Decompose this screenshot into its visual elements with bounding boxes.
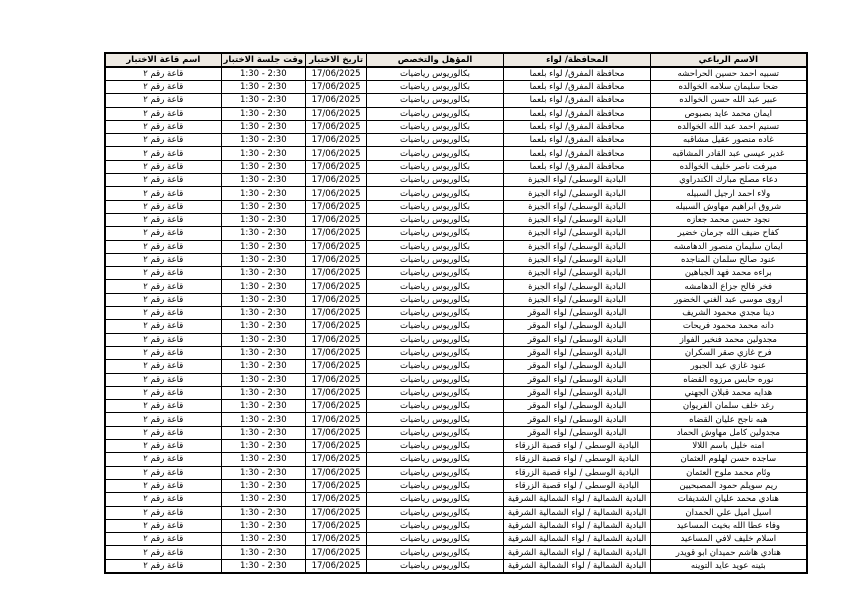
cell-region: البادية الوسطى/ لواء الجيزة <box>504 174 651 187</box>
cell-region: البادية الوسطى/ لواء الجيزة <box>504 280 651 293</box>
cell-region: البادية الوسطى/ لواء الموقر <box>504 307 651 320</box>
cell-date: 17/06/2025 <box>306 360 367 373</box>
cell-time: 1:30 - 2:30 <box>221 147 306 160</box>
cell-time: 1:30 - 2:30 <box>221 506 306 519</box>
cell-hall: قاعة رقم ٢ <box>105 67 221 81</box>
cell-qualification: بكالوريوس رياضيات <box>367 280 504 293</box>
header-cell-hall: اسم قاعة الاختبار <box>105 53 221 67</box>
cell-hall: قاعة رقم ٢ <box>105 466 221 479</box>
cell-region: البادية الوسطى / لواء قصبة الزرقاء <box>504 479 651 492</box>
cell-region: البادية الوسطى / لواء قصبة الزرقاء <box>504 466 651 479</box>
cell-name: ميرفت ناصر خليف الخوالده <box>651 160 807 173</box>
cell-name: دينا مجدي محمود الشريف <box>651 307 807 320</box>
cell-date: 17/06/2025 <box>306 440 367 453</box>
cell-region: البادية الوسطى/ لواء الجيزة <box>504 200 651 213</box>
cell-qualification: بكالوريوس رياضيات <box>367 107 504 120</box>
cell-date: 17/06/2025 <box>306 493 367 506</box>
cell-hall: قاعة رقم ٢ <box>105 120 221 133</box>
cell-name: نجود حسن محمد جعازه <box>651 213 807 226</box>
cell-qualification: بكالوريوس رياضيات <box>367 134 504 147</box>
cell-hall: قاعة رقم ٢ <box>105 506 221 519</box>
cell-date: 17/06/2025 <box>306 426 367 439</box>
cell-hall: قاعة رقم ٢ <box>105 307 221 320</box>
cell-date: 17/06/2025 <box>306 200 367 213</box>
cell-qualification: بكالوريوس رياضيات <box>367 559 504 573</box>
table-row <box>105 227 807 240</box>
table-row <box>105 440 807 453</box>
cell-region: البادية الوسطى/ لواء الموقر <box>504 346 651 359</box>
cell-name: دانه محمد محمود فريحات <box>651 320 807 333</box>
cell-qualification: بكالوريوس رياضيات <box>367 479 504 492</box>
cell-qualification: بكالوريوس رياضيات <box>367 160 504 173</box>
cell-name: وئام محمد ملوح العثمان <box>651 466 807 479</box>
cell-region: البادية الوسطى/ لواء الجيزة <box>504 267 651 280</box>
cell-time: 1:30 - 2:30 <box>221 453 306 466</box>
cell-qualification: بكالوريوس رياضيات <box>367 493 504 506</box>
cell-time: 1:30 - 2:30 <box>221 200 306 213</box>
table-row <box>105 240 807 253</box>
cell-hall: قاعة رقم ٢ <box>105 147 221 160</box>
cell-region: البادية الوسطى/ لواء الموقر <box>504 413 651 426</box>
cell-region: محافظة المفرق/ لواء بلعما <box>504 81 651 94</box>
table-row <box>105 413 807 426</box>
cell-date: 17/06/2025 <box>306 506 367 519</box>
cell-date: 17/06/2025 <box>306 519 367 532</box>
table-row <box>105 493 807 506</box>
cell-qualification: بكالوريوس رياضيات <box>367 240 504 253</box>
cell-time: 1:30 - 2:30 <box>221 280 306 293</box>
cell-time: 1:30 - 2:30 <box>221 386 306 399</box>
cell-date: 17/06/2025 <box>306 453 367 466</box>
cell-hall: قاعة رقم ٢ <box>105 293 221 306</box>
cell-name: امنه خليل باسم اللالا <box>651 440 807 453</box>
cell-time: 1:30 - 2:30 <box>221 67 306 81</box>
cell-name: تسبيه احمد حسين الحراحشه <box>651 67 807 81</box>
cell-date: 17/06/2025 <box>306 94 367 107</box>
cell-qualification: بكالوريوس رياضيات <box>367 426 504 439</box>
cell-date: 17/06/2025 <box>306 253 367 266</box>
cell-region: البادية الوسطى/ لواء الموقر <box>504 360 651 373</box>
cell-time: 1:30 - 2:30 <box>221 213 306 226</box>
cell-date: 17/06/2025 <box>306 120 367 133</box>
cell-qualification: بكالوريوس رياضيات <box>367 386 504 399</box>
cell-hall: قاعة رقم ٢ <box>105 519 221 532</box>
cell-time: 1:30 - 2:30 <box>221 559 306 573</box>
cell-date: 17/06/2025 <box>306 533 367 546</box>
table-row <box>105 147 807 160</box>
cell-name: فخر فالح جزاع الدهامشه <box>651 280 807 293</box>
cell-date: 17/06/2025 <box>306 67 367 81</box>
table-row <box>105 107 807 120</box>
cell-hall: قاعة رقم ٢ <box>105 160 221 173</box>
table-row <box>105 213 807 226</box>
cell-hall: قاعة رقم ٢ <box>105 333 221 346</box>
table-header <box>105 53 807 67</box>
cell-hall: قاعة رقم ٢ <box>105 426 221 439</box>
cell-date: 17/06/2025 <box>306 307 367 320</box>
table-row <box>105 187 807 200</box>
table-row <box>105 519 807 532</box>
table-row <box>105 559 807 573</box>
cell-hall: قاعة رقم ٢ <box>105 81 221 94</box>
cell-hall: قاعة رقم ٢ <box>105 320 221 333</box>
cell-time: 1:30 - 2:30 <box>221 440 306 453</box>
cell-name: وفاء عطا الله بخيت المساعيد <box>651 519 807 532</box>
cell-date: 17/06/2025 <box>306 400 367 413</box>
cell-date: 17/06/2025 <box>306 107 367 120</box>
table-row <box>105 466 807 479</box>
table-row <box>105 253 807 266</box>
cell-date: 17/06/2025 <box>306 346 367 359</box>
header-cell-region: المحافظة/ لواء <box>504 53 651 67</box>
cell-qualification: بكالوريوس رياضيات <box>367 373 504 386</box>
cell-time: 1:30 - 2:30 <box>221 107 306 120</box>
cell-region: البادية الوسطى/ لواء الجيزة <box>504 293 651 306</box>
cell-name: عبير عبد الله حسن الخوالده <box>651 94 807 107</box>
table-row <box>105 160 807 173</box>
cell-region: البادية الوسطى/ لواء الجيزة <box>504 253 651 266</box>
cell-qualification: بكالوريوس رياضيات <box>367 200 504 213</box>
cell-region: البادية الشمالية / لواء الشمالية الشرقية <box>504 559 651 573</box>
cell-date: 17/06/2025 <box>306 267 367 280</box>
table-row <box>105 200 807 213</box>
cell-time: 1:30 - 2:30 <box>221 479 306 492</box>
cell-region: البادية الشمالية / لواء الشمالية الشرقية <box>504 519 651 532</box>
cell-name: هبه ناجح عليان القضاه <box>651 413 807 426</box>
cell-qualification: بكالوريوس رياضيات <box>367 413 504 426</box>
cell-qualification: بكالوريوس رياضيات <box>367 400 504 413</box>
cell-qualification: بكالوريوس رياضيات <box>367 307 504 320</box>
cell-date: 17/06/2025 <box>306 280 367 293</box>
cell-region: البادية الشمالية / لواء الشمالية الشرقية <box>504 533 651 546</box>
cell-time: 1:30 - 2:30 <box>221 413 306 426</box>
cell-region: محافظة المفرق/ لواء بلعما <box>504 94 651 107</box>
cell-time: 1:30 - 2:30 <box>221 187 306 200</box>
cell-qualification: بكالوريوس رياضيات <box>367 519 504 532</box>
table-body <box>105 67 807 573</box>
cell-time: 1:30 - 2:30 <box>221 134 306 147</box>
cell-date: 17/06/2025 <box>306 333 367 346</box>
table-row <box>105 134 807 147</box>
table-row <box>105 174 807 187</box>
cell-time: 1:30 - 2:30 <box>221 160 306 173</box>
cell-hall: قاعة رقم ٢ <box>105 227 221 240</box>
cell-region: البادية الشمالية / لواء الشمالية الشرقية <box>504 493 651 506</box>
cell-time: 1:30 - 2:30 <box>221 346 306 359</box>
cell-region: البادية الوسطى/ لواء الموقر <box>504 373 651 386</box>
cell-name: بثينه عويد عايد التوينه <box>651 559 807 573</box>
cell-time: 1:30 - 2:30 <box>221 493 306 506</box>
cell-region: البادية الوسطى/ لواء الموقر <box>504 333 651 346</box>
cell-date: 17/06/2025 <box>306 187 367 200</box>
cell-time: 1:30 - 2:30 <box>221 307 306 320</box>
cell-qualification: بكالوريوس رياضيات <box>367 320 504 333</box>
cell-name: نوره حابس مرزوه القضاه <box>651 373 807 386</box>
cell-qualification: بكالوريوس رياضيات <box>367 346 504 359</box>
cell-time: 1:30 - 2:30 <box>221 533 306 546</box>
cell-time: 1:30 - 2:30 <box>221 120 306 133</box>
cell-hall: قاعة رقم ٢ <box>105 280 221 293</box>
cell-name: فرح غازي صقر السكران <box>651 346 807 359</box>
cell-time: 1:30 - 2:30 <box>221 519 306 532</box>
cell-date: 17/06/2025 <box>306 134 367 147</box>
cell-region: البادية الوسطى/ لواء الجيزة <box>504 227 651 240</box>
cell-region: البادية الوسطى/ لواء الموقر <box>504 426 651 439</box>
cell-hall: قاعة رقم ٢ <box>105 267 221 280</box>
table-row <box>105 479 807 492</box>
cell-qualification: بكالوريوس رياضيات <box>367 546 504 559</box>
cell-date: 17/06/2025 <box>306 386 367 399</box>
cell-name: عنود صالح سلمان المناجده <box>651 253 807 266</box>
cell-region: البادية الشمالية / لواء الشمالية الشرقية <box>504 546 651 559</box>
cell-qualification: بكالوريوس رياضيات <box>367 453 504 466</box>
cell-hall: قاعة رقم ٢ <box>105 200 221 213</box>
cell-date: 17/06/2025 <box>306 559 367 573</box>
cell-time: 1:30 - 2:30 <box>221 94 306 107</box>
cell-region: محافظة المفرق/ لواء بلعما <box>504 147 651 160</box>
cell-date: 17/06/2025 <box>306 213 367 226</box>
cell-date: 17/06/2025 <box>306 479 367 492</box>
cell-hall: قاعة رقم ٢ <box>105 413 221 426</box>
table-row <box>105 346 807 359</box>
cell-date: 17/06/2025 <box>306 466 367 479</box>
table-row <box>105 426 807 439</box>
cell-name: غاده منصور عقيل مشاقبه <box>651 134 807 147</box>
cell-time: 1:30 - 2:30 <box>221 400 306 413</box>
cell-name: ايمان سليمان منصور الدهامشه <box>651 240 807 253</box>
cell-name: مجدولين كامل مهاوش الحماد <box>651 426 807 439</box>
cell-name: ريم سويلم حمود المصبحيين <box>651 479 807 492</box>
cell-qualification: بكالوريوس رياضيات <box>367 440 504 453</box>
cell-hall: قاعة رقم ٢ <box>105 440 221 453</box>
cell-time: 1:30 - 2:30 <box>221 466 306 479</box>
table-row <box>105 280 807 293</box>
cell-name: شروق ابراهيم مهاوش السبيله <box>651 200 807 213</box>
cell-name: عنود غازي عيد الجبور <box>651 360 807 373</box>
table-row <box>105 400 807 413</box>
table-row <box>105 94 807 107</box>
cell-time: 1:30 - 2:30 <box>221 320 306 333</box>
table-row <box>105 320 807 333</box>
cell-hall: قاعة رقم ٢ <box>105 174 221 187</box>
cell-qualification: بكالوريوس رياضيات <box>367 360 504 373</box>
cell-name: مجدولين محمد فنخير الفواز <box>651 333 807 346</box>
cell-qualification: بكالوريوس رياضيات <box>367 227 504 240</box>
cell-hall: قاعة رقم ٢ <box>105 373 221 386</box>
cell-qualification: بكالوريوس رياضيات <box>367 120 504 133</box>
cell-name: رغد خلف سلمان الفريوان <box>651 400 807 413</box>
cell-qualification: بكالوريوس رياضيات <box>367 506 504 519</box>
cell-time: 1:30 - 2:30 <box>221 293 306 306</box>
table-row <box>105 307 807 320</box>
cell-qualification: بكالوريوس رياضيات <box>367 213 504 226</box>
cell-hall: قاعة رقم ٢ <box>105 386 221 399</box>
cell-qualification: بكالوريوس رياضيات <box>367 253 504 266</box>
cell-date: 17/06/2025 <box>306 174 367 187</box>
cell-hall: قاعة رقم ٢ <box>105 479 221 492</box>
cell-region: البادية الوسطى / لواء قصبة الزرقاء <box>504 440 651 453</box>
cell-hall: قاعة رقم ٢ <box>105 253 221 266</box>
cell-qualification: بكالوريوس رياضيات <box>367 187 504 200</box>
cell-region: البادية الوسطى/ لواء الموقر <box>504 400 651 413</box>
cell-date: 17/06/2025 <box>306 81 367 94</box>
cell-name: هنادي محمد عليان الشديفات <box>651 493 807 506</box>
cell-time: 1:30 - 2:30 <box>221 546 306 559</box>
cell-date: 17/06/2025 <box>306 373 367 386</box>
table-row <box>105 533 807 546</box>
cell-name: اسيل اميل علي الحمدان <box>651 506 807 519</box>
cell-date: 17/06/2025 <box>306 147 367 160</box>
cell-qualification: بكالوريوس رياضيات <box>367 67 504 81</box>
cell-name: ولاء احمد ارجيل السبيله <box>651 187 807 200</box>
cell-name: براءه محمد فهد الجباهين <box>651 267 807 280</box>
cell-region: محافظة المفرق/ لواء بلعما <box>504 160 651 173</box>
cell-hall: قاعة رقم ٢ <box>105 493 221 506</box>
cell-name: اسلام خليف لافي المساعيد <box>651 533 807 546</box>
table-row <box>105 453 807 466</box>
cell-name: دعاء مصلح مبارك الكندراوي <box>651 174 807 187</box>
cell-qualification: بكالوريوس رياضيات <box>367 267 504 280</box>
cell-name: كفاح ضيف الله جرمان خضير <box>651 227 807 240</box>
cell-qualification: بكالوريوس رياضيات <box>367 533 504 546</box>
header-cell-date: تاريخ الاختبار <box>306 53 367 67</box>
cell-qualification: بكالوريوس رياضيات <box>367 147 504 160</box>
cell-time: 1:30 - 2:30 <box>221 426 306 439</box>
cell-region: محافظة المفرق/ لواء بلعما <box>504 107 651 120</box>
cell-date: 17/06/2025 <box>306 546 367 559</box>
cell-region: البادية الوسطى/ لواء الجيزة <box>504 213 651 226</box>
table-row <box>105 267 807 280</box>
cell-time: 1:30 - 2:30 <box>221 174 306 187</box>
cell-time: 1:30 - 2:30 <box>221 267 306 280</box>
table-row <box>105 120 807 133</box>
cell-hall: قاعة رقم ٢ <box>105 240 221 253</box>
cell-region: البادية الوسطى/ لواء الموقر <box>504 386 651 399</box>
cell-region: البادية الوسطى/ لواء الجيزة <box>504 187 651 200</box>
cell-hall: قاعة رقم ٢ <box>105 400 221 413</box>
cell-name: تسنيم احمد عبد الله الخوالده <box>651 120 807 133</box>
cell-region: البادية الوسطى / لواء قصبة الزرقاء <box>504 453 651 466</box>
cell-hall: قاعة رقم ٢ <box>105 134 221 147</box>
cell-time: 1:30 - 2:30 <box>221 81 306 94</box>
table-row <box>105 67 807 81</box>
cell-region: البادية الوسطى/ لواء الموقر <box>504 320 651 333</box>
cell-date: 17/06/2025 <box>306 240 367 253</box>
cell-name: اروى موسى عبد الغني الخضور <box>651 293 807 306</box>
cell-qualification: بكالوريوس رياضيات <box>367 81 504 94</box>
cell-date: 17/06/2025 <box>306 320 367 333</box>
cell-region: البادية الشمالية / لواء الشمالية الشرقية <box>504 506 651 519</box>
cell-name: ايمان محمد عايد بصبوص <box>651 107 807 120</box>
cell-hall: قاعة رقم ٢ <box>105 546 221 559</box>
cell-date: 17/06/2025 <box>306 227 367 240</box>
cell-name: ساجده حسن لهلوم العثمان <box>651 453 807 466</box>
cell-date: 17/06/2025 <box>306 160 367 173</box>
cell-name: غدير عيسى عبد القادر المشاقبه <box>651 147 807 160</box>
table-row <box>105 386 807 399</box>
cell-qualification: بكالوريوس رياضيات <box>367 466 504 479</box>
cell-time: 1:30 - 2:30 <box>221 227 306 240</box>
cell-qualification: بكالوريوس رياضيات <box>367 333 504 346</box>
table-row <box>105 360 807 373</box>
cell-hall: قاعة رقم ٢ <box>105 346 221 359</box>
cell-name: هدايه محمد قبلان الجهني <box>651 386 807 399</box>
header-cell-qualification: المؤهل والتخصص <box>367 53 504 67</box>
cell-hall: قاعة رقم ٢ <box>105 360 221 373</box>
cell-date: 17/06/2025 <box>306 293 367 306</box>
cell-time: 1:30 - 2:30 <box>221 240 306 253</box>
cell-region: محافظة المفرق/ لواء بلعما <box>504 134 651 147</box>
exam-schedule-table <box>104 52 808 574</box>
cell-name: هنادي هاشم حميدان ابو قويدر <box>651 546 807 559</box>
header-cell-time: وقت جلسة الاختبار <box>221 53 306 67</box>
cell-region: البادية الوسطى/ لواء الجيزة <box>504 240 651 253</box>
table-row <box>105 506 807 519</box>
header-cell-name: الاسم الرباعي <box>651 53 807 67</box>
header-row <box>105 53 807 67</box>
cell-hall: قاعة رقم ٢ <box>105 107 221 120</box>
cell-time: 1:30 - 2:30 <box>221 360 306 373</box>
table-row <box>105 546 807 559</box>
cell-qualification: بكالوريوس رياضيات <box>367 293 504 306</box>
table-row <box>105 373 807 386</box>
cell-date: 17/06/2025 <box>306 413 367 426</box>
table-row <box>105 333 807 346</box>
cell-time: 1:30 - 2:30 <box>221 333 306 346</box>
cell-region: محافظة المفرق/ لواء بلعما <box>504 120 651 133</box>
cell-hall: قاعة رقم ٢ <box>105 559 221 573</box>
cell-time: 1:30 - 2:30 <box>221 373 306 386</box>
cell-name: ضحا سليمان سلامه الخوالده <box>651 81 807 94</box>
cell-qualification: بكالوريوس رياضيات <box>367 94 504 107</box>
cell-hall: قاعة رقم ٢ <box>105 94 221 107</box>
cell-region: محافظة المفرق/ لواء بلعما <box>504 67 651 81</box>
cell-hall: قاعة رقم ٢ <box>105 453 221 466</box>
cell-qualification: بكالوريوس رياضيات <box>367 174 504 187</box>
cell-hall: قاعة رقم ٢ <box>105 533 221 546</box>
cell-hall: قاعة رقم ٢ <box>105 187 221 200</box>
table-row <box>105 81 807 94</box>
cell-hall: قاعة رقم ٢ <box>105 213 221 226</box>
table-row <box>105 293 807 306</box>
cell-time: 1:30 - 2:30 <box>221 253 306 266</box>
